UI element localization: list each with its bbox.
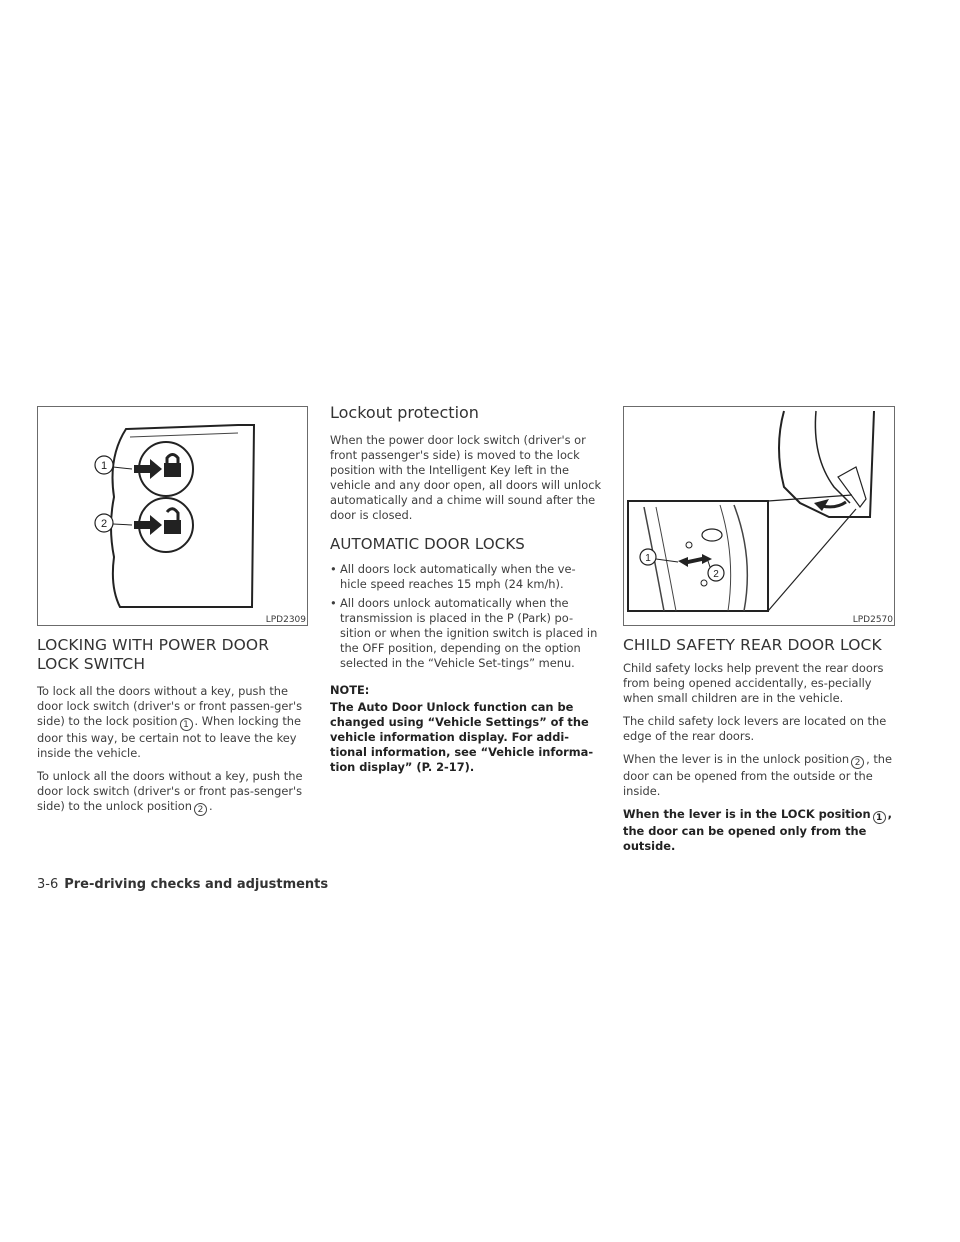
unlock-paragraph-text-b: . bbox=[208, 799, 213, 813]
door-lock-switch-figure bbox=[37, 406, 308, 626]
figure-label-2: 2 bbox=[713, 569, 719, 580]
child-safety-lock-illustration bbox=[624, 407, 894, 612]
unlock-paragraph bbox=[37, 769, 308, 816]
figure-label-1: 1 bbox=[645, 553, 651, 564]
list-item: • All doors unlock automatically when the transmission is placed in the P (Park) po-sition or when the ignition switch is placed in the OFF position, depending on the option selected in the “Vehicle Set-tings” menu. bbox=[330, 596, 602, 671]
unlock-position-paragraph bbox=[623, 752, 895, 799]
position-2-icon: 2 bbox=[194, 803, 207, 816]
note-label: NOTE: bbox=[330, 683, 370, 697]
unlock-text-a: When the lever is in the unlock position bbox=[623, 752, 850, 766]
lock-text-a: When the lever is in the LOCK position bbox=[623, 807, 871, 821]
section-heading-locking bbox=[37, 636, 308, 674]
automatic-door-locks-heading: AUTOMATIC DOOR LOCKS bbox=[330, 535, 525, 553]
unlock-text-b: , the door can be opened from the outside or the inside. bbox=[623, 752, 893, 798]
heading-line-1: LOCKING WITH POWER DOOR bbox=[37, 636, 270, 654]
child-safety-paragraph-2: The child safety lock levers are located on the edge of the rear doors. bbox=[623, 714, 887, 743]
child-safety-heading: CHILD SAFETY REAR DOOR LOCK bbox=[623, 636, 882, 654]
child-safety-lock-figure bbox=[623, 406, 895, 626]
unlock-paragraph-text-a: To unlock all the doors without a key, push the door lock switch (driver's or front pas-senger's side) to the unlock position bbox=[37, 769, 303, 813]
figure-code: LPD2309 bbox=[265, 615, 306, 625]
lockout-protection-heading: Lockout protection bbox=[330, 403, 479, 422]
right-column bbox=[623, 636, 895, 854]
figure-label-2: 2 bbox=[100, 518, 108, 530]
page-number: 3-6 bbox=[37, 877, 59, 892]
lockout-paragraph: When the power door lock switch (driver's or front passenger's side) is moved to the lock position with the Intelligent Key left in the vehicle and any door open, all doors will unlock automatically and a chime will sound after the door is closed. bbox=[330, 433, 602, 522]
position-2-icon: 2 bbox=[851, 756, 864, 769]
figure-code: LPD2570 bbox=[852, 615, 893, 625]
lock-paragraph-text-a: To lock all the doors without a key, push the door lock switch (driver's or front passen-ger's side) to the lock position bbox=[37, 684, 303, 728]
left-column bbox=[37, 636, 308, 816]
lock-text-b: , the door can be opened only from the outside. bbox=[623, 807, 892, 853]
child-safety-paragraph-1: Child safety locks help prevent the rear doors from being opened accidentally, es-pecially when small children are in the vehicle. bbox=[623, 661, 884, 705]
figure-label-1: 1 bbox=[100, 460, 108, 472]
door-lock-switch-illustration bbox=[38, 407, 307, 612]
lock-paragraph bbox=[37, 684, 308, 761]
list-item: • All doors lock automatically when the ve-hicle speed reaches 15 mph (24 km/h). bbox=[330, 562, 602, 592]
section-title: Pre-driving checks and adjustments bbox=[64, 877, 329, 892]
heading-line-2: LOCK SWITCH bbox=[37, 655, 146, 673]
lock-paragraph-text-b: . When locking the door this way, be certain not to leave the key inside the vehicle. bbox=[37, 714, 302, 760]
note-text: The Auto Door Unlock function can be changed using “Vehicle Settings” of the vehicle information display. For addi-tional information, see “Vehicle informa-tion display” (P. 2-17). bbox=[330, 700, 594, 774]
position-1-icon: 1 bbox=[873, 811, 886, 824]
position-1-icon: 1 bbox=[180, 718, 193, 731]
auto-lock-list bbox=[330, 562, 602, 671]
lock-position-paragraph bbox=[623, 807, 895, 854]
middle-column bbox=[330, 403, 602, 775]
page-footer bbox=[37, 877, 328, 892]
